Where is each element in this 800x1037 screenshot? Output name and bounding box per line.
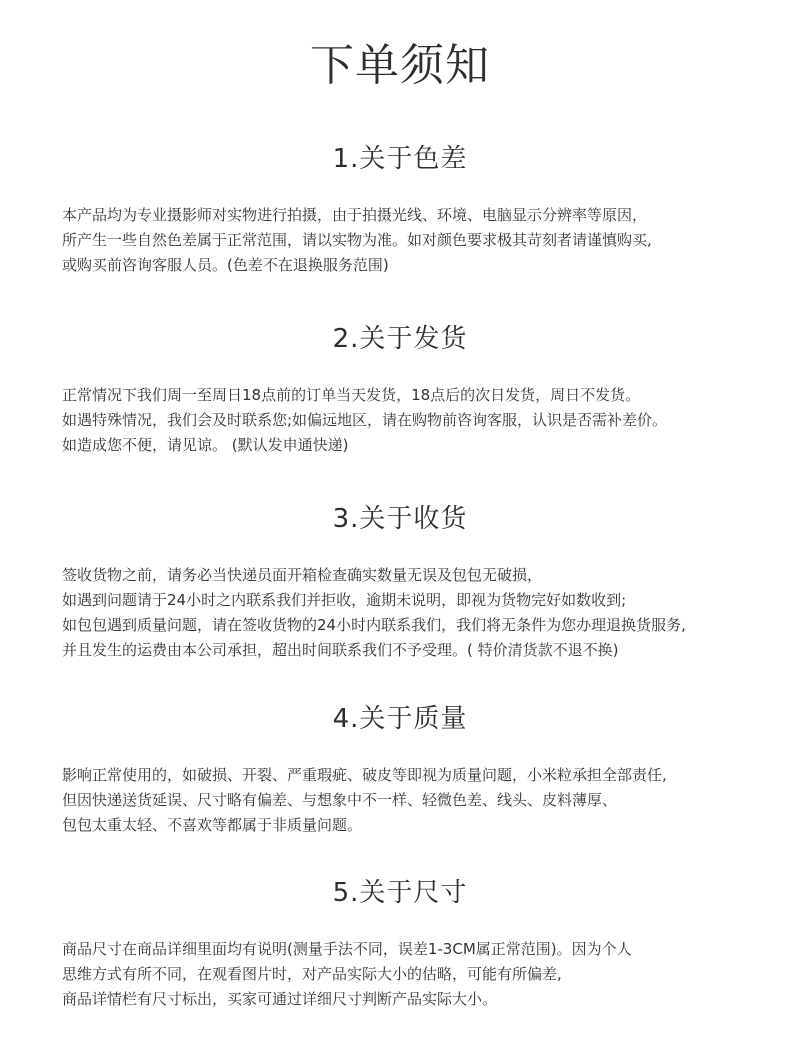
body-line: 所产生一些自然色差属于正常范围，请以实物为准。如对颜色要求极其苛刻者请谨慎购买,	[62, 231, 652, 249]
body-line: 如包包遇到质量问题，请在签收货物的24小时内联系我们，我们将无条件为您办理退换货服务,	[62, 616, 686, 634]
body-line: 影响正常使用的，如破损、开裂、严重瑕疵、破皮等即视为质量问题，小米粒承担全部责任,	[62, 766, 667, 784]
body-line: 或购买前咨询客服人员。(色差不在退换服务范围)	[62, 256, 389, 274]
body-line: 思维方式有所不同，在观看图片时，对产品实际大小的估略，可能有所偏差,	[62, 965, 562, 983]
body-line: 商品详情栏有尺寸标出，买家可通过详细尺寸判断产品实际大小。	[62, 990, 498, 1008]
body-line: 如遇特殊情况，我们会及时联系您;如偏远地区，请在购物前咨询客服，认识是否需补差价。	[62, 411, 668, 429]
body-line: 商品尺寸在商品详细里面均有说明(测量手法不同，误差1-3CM属正常范围)。因为个人	[62, 940, 632, 958]
body-line: 包包太重太轻、不喜欢等都属于非质量问题。	[62, 816, 363, 834]
section-body	[62, 383, 667, 458]
section-heading: 3.关于收货	[332, 504, 468, 534]
section-heading: 2.关于发货	[332, 324, 468, 354]
body-line: 签收货物之前，请务必当快递员面开箱检查确实数量无误及包包无破损，	[62, 566, 543, 584]
body-line: 本产品均为专业摄影师对实物进行拍摄，由于拍摄光线、环境、电脑显示分辨率等原因，	[62, 206, 648, 224]
section-body	[62, 563, 686, 663]
section-heading: 5.关于尺寸	[332, 878, 468, 908]
section-body	[62, 763, 667, 838]
page-title: 下单须知	[310, 40, 490, 91]
body-line: 如造成您不便，请见谅。 (默认发申通快递)	[62, 436, 349, 454]
section-body	[62, 937, 632, 1012]
section-heading: 1.关于色差	[332, 144, 468, 174]
body-line: 但因快递送货延误、尺寸略有偏差、与想象中不一样、轻微色差、线头、皮料薄厚、	[62, 791, 618, 809]
body-line: 并且发生的运费由本公司承担，超出时间联系我们不予受理。( 特价清货款不退不换)	[62, 641, 619, 659]
section-body	[62, 203, 652, 278]
body-line: 正常情况下我们周一至周日18点前的订单当天发货，18点后的次日发货，周日不发货。	[62, 386, 641, 404]
body-line: 如遇到问题请于24小时之内联系我们并拒收，逾期未说明，即视为货物完好如数收到;	[62, 591, 627, 609]
section-heading: 4.关于质量	[332, 704, 468, 734]
